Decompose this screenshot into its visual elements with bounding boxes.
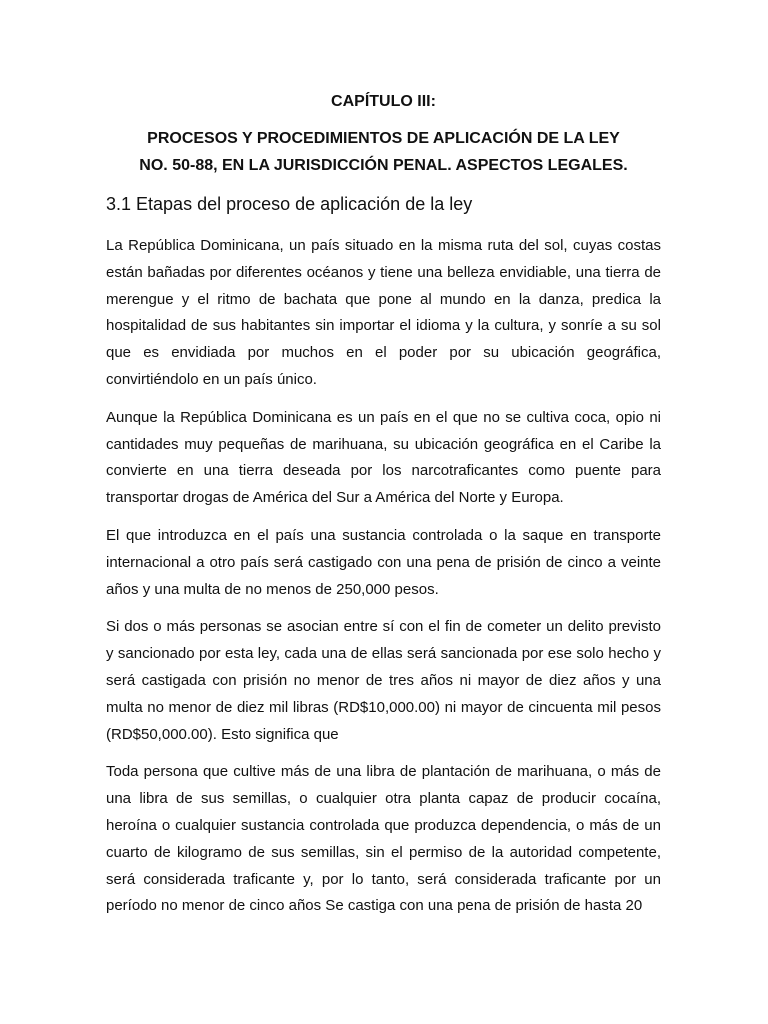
chapter-heading: CAPÍTULO III: — [331, 93, 436, 110]
chapter-title-line-1: PROCESOS Y PROCEDIMIENTOS DE APLICACIÓN DE LA LEY — [147, 130, 620, 147]
section-heading: 3.1 Etapas del proceso de aplicación de la ley — [106, 194, 473, 214]
paragraph-1: La República Dominicana, un país situado en la misma ruta del sol, cuyas costas están bañadas por diferentes océanos y tiene una belleza envidiable, una tierra de merengue y el ritmo de bachata que pone al mundo en la danza, predica la hospitalidad de sus habitantes sin importar el idioma y la cultura, y sonríe a su sol que es envidiada por muchos en el poder por su ubicación geográfica, convirtiéndolo en un país único. — [106, 237, 661, 388]
paragraph-4: Si dos o más personas se asocian entre sí con el fin de cometer un delito previsto y sancionado por esta ley, cada una de ellas será sancionada por ese solo hecho y será castigada con prisión no menor de tres años ni mayor de diez años y una multa no menor de diez mil libras (RD$10,000.00) ni mayor de cincuenta mil pesos (RD$50,000.00). Esto significa que — [106, 618, 661, 743]
paragraph-3: El que introduzca en el país una sustancia controlada o la saque en transporte internacional a otro país será castigado con una pena de prisión de cinco a veinte años y una multa de no menos de 250,000 pesos. — [106, 526, 661, 598]
chapter-title-line-2: NO. 50-88, EN LA JURISDICCIÓN PENAL. ASPECTOS LEGALES. — [139, 157, 628, 174]
page-content — [106, 90, 661, 931]
paragraph-2: Aunque la República Dominicana es un país en el que no se cultiva coca, opio ni cantidades muy pequeñas de marihuana, su ubicación geográfica en el Caribe la convierte en una tierra deseada por los narcotraficantes como puente para transportar drogas de América del Sur a América del Norte y Europa. — [106, 408, 661, 507]
paragraph-5: Toda persona que cultive más de una libra de plantación de marihuana, o más de una libra de sus semillas, o cualquier otra planta capaz de producir cocaína, heroína o cualquier sustancia controlada que produzca dependencia, o más de un cuarto de kilogramo de sus semillas, sin el permiso de la autoridad competente, será considerada traficante y, por lo tanto, será considerada traficante por un período no menor de cinco años Se castiga con una pena de prisión de hasta 20 — [106, 763, 661, 915]
chapter-title — [106, 125, 661, 179]
